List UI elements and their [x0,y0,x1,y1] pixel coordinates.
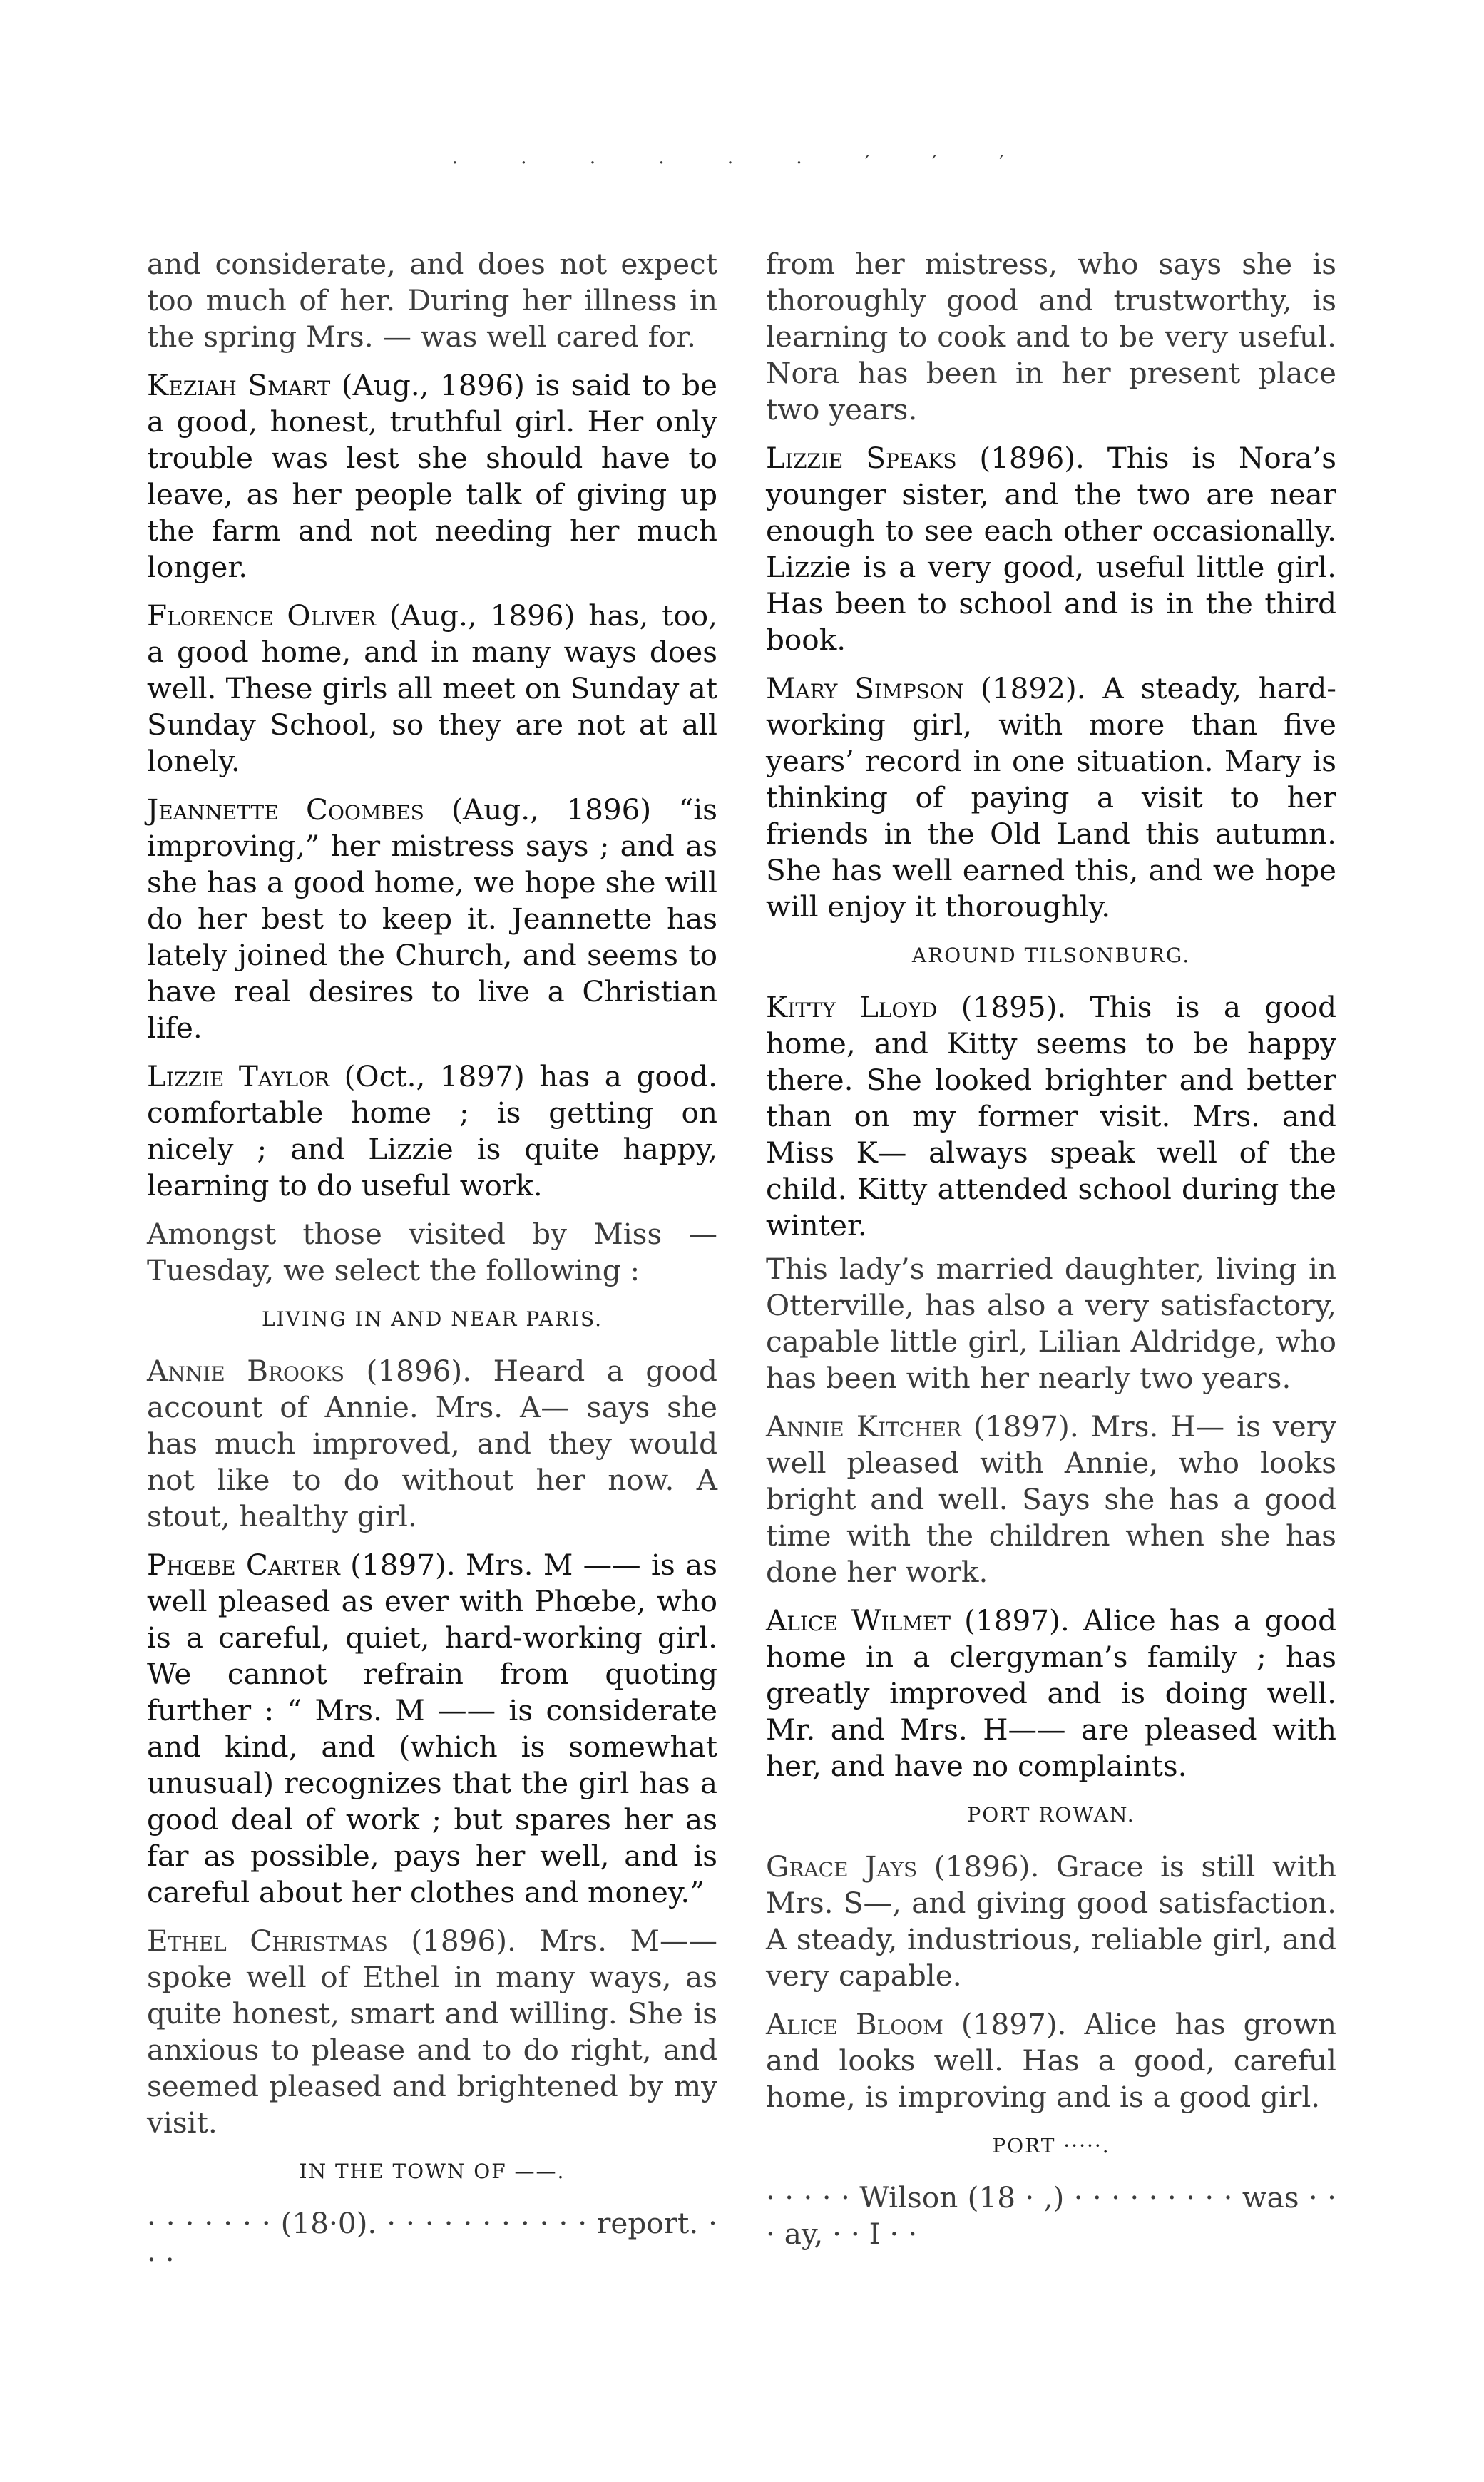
paragraph [147,367,717,586]
paragraph [766,1603,1336,1784]
paragraph [766,989,1336,1244]
person-name: Lizzie Speaks [766,441,957,475]
person-name: Grace Jays [766,1849,918,1884]
person-name: Jeannette Coombes [147,792,424,827]
paragraph [147,1547,717,1911]
paragraph [147,792,717,1046]
paragraph [766,1849,1336,1994]
person-name: Mary Simpson [766,671,964,705]
person-name: Annie Brooks [147,1354,345,1388]
paragraph [766,670,1336,925]
paragraph [766,2006,1336,2115]
running-head: · · · · · · ′ ′ ′ [451,153,1033,174]
right-column [766,246,1336,2264]
paragraph-text: (1896). Mrs. M—— spoke well of Ethel in many ways, as quite honest, smart and willing. She is anxious to please and to do right, and seemed pleased and brightened by my visit. [147,1924,718,2140]
paragraph-text: (1896). Grace is still with Mrs. S—, and giving good satisfaction. A steady, industrious, reliable girl, and very capable. [766,1849,1336,1993]
paragraph-text: (1897). Alice has grown and looks well. Has a good, careful home, is improving and is a good girl. [766,2007,1337,2114]
person-name: Florence Oliver [147,598,377,633]
section-heading: PORT ·····. [992,2134,1110,2157]
paragraph [766,246,1336,428]
person-name: Ethel Christmas [147,1924,388,1958]
paragraph-text: (1895). This is a good home, and Kitty seems to be happy there. She looked brighter and better than on my former visit. Mrs. and Miss K— always speak well of the child. Kitty attended school during the winter. [766,990,1336,1242]
paragraph-text: (Aug., 1896) has, too, a good home, and in many ways does well. These girls all meet on Sunday at Sunday School, so they are not at all lonely. [147,598,717,778]
person-name: Keziah Smart [147,368,331,402]
paragraph-text: (1897). Alice has a good home in a clergyman’s family ; has greatly improved and is doing well. Mr. and Mrs. H—— are pleased with her, and have no complaints. [766,1603,1336,1783]
paragraph [147,1923,717,2141]
section-heading: IN THE TOWN OF ——. [299,2160,566,2183]
person-name: Annie Kitcher [766,1409,962,1444]
person-name: Lizzie Taylor [147,1059,330,1093]
paragraph [766,2180,1336,2252]
person-name: Kitty Lloyd [766,990,938,1024]
paragraph [766,1409,1336,1590]
section-heading: AROUND TILSONBURG. [911,944,1191,967]
paragraph-text: (1897). Mrs. M —— is as well pleased as ever with Phœbe, who is a careful, quiet, hard-working girl. We cannot refrain from quoting further : “ Mrs. M —— is considerate and kind, and (which is somewhat unusual) recognizes that the girl has a good deal of work ; but spares her as far as possible, pays her well, and is careful about her clothes and money.” [147,1548,717,1909]
person-name: Alice Wilmet [766,1603,951,1638]
paragraph-text: · · · · · Wilson (18 · ,) · · · · · · · · · was · · · ay, · · I · · [766,2180,1336,2251]
paragraph-text: (1896). This is Nora’s younger sister, and the two are near enough to see each other occasionally. Lizzie is a very good, useful little girl. Has been to school and is in the third book. [766,441,1336,657]
paragraph-text: (1896). Heard a good account of Annie. Mrs. A— says she has much improved, and they would not like to do without her now. A stout, healthy girl. [147,1354,717,1533]
paragraph-text: from her mistress, who says she is thoroughly good and trustworthy, is learning to cook and to be very useful. Nora has been in her present place two years. [766,247,1336,427]
paragraph [147,1353,717,1535]
paragraph-text: (Aug., 1896) “is improving,” her mistress says ; and as she has a good home, we hope she will do her best to keep it. Jeannette has lately joined the Church, and seems to have real desires to live a Christian life. [147,792,717,1045]
left-column [147,246,717,2290]
paragraph-text: · · · · · · · (18·0). · · · · · · · · · · · report. · · · [147,2206,717,2277]
paragraph-text: and considerate, and does not expect too much of her. During her illness in the spring Mrs. — was well cared for. [147,247,717,354]
paragraph-text: (1897). Mrs. H— is very well pleased with Annie, who looks bright and well. Says she has a good time with the children when she has done her work. [766,1409,1336,1589]
paragraph [147,1058,717,1204]
person-name: Alice Bloom [766,2007,943,2041]
paragraph [147,2205,717,2278]
paragraph [147,1216,717,1289]
paragraph-text: (Oct., 1897) has a good. comfortable home ; is getting on nicely ; and Lizzie is quite happy, learning to do useful work. [147,1059,717,1202]
section-heading: LIVING IN AND NEAR PARIS. [261,1307,603,1331]
paragraph-text: (1892). A steady, hard-working girl, with more than five years’ record in one situation. Mary is thinking of paying a visit to her friends in the Old Land this autumn. She has well earned this, and we hope will enjoy it thoroughly. [766,671,1336,924]
person-name: Phœbe Carter [147,1548,340,1582]
paragraph-text: (Aug., 1896) is said to be a good, honest, truthful girl. Her only trouble was lest she should have to leave, as her people talk of giving up the farm and not needing her much longer. [147,368,718,584]
paragraph [766,1251,1336,1396]
paragraph [766,440,1336,658]
paragraph-text: Amongst those visited by Miss — Tuesday, we select the following : [147,1217,717,1287]
paragraph [147,246,717,355]
paragraph-text: This lady’s married daughter, living in Otterville, has also a very satisfactory, capable little girl, Lilian Aldridge, who has been with her nearly two years. [766,1252,1336,1395]
section-heading: PORT ROWAN. [967,1803,1135,1827]
paragraph [147,598,717,780]
